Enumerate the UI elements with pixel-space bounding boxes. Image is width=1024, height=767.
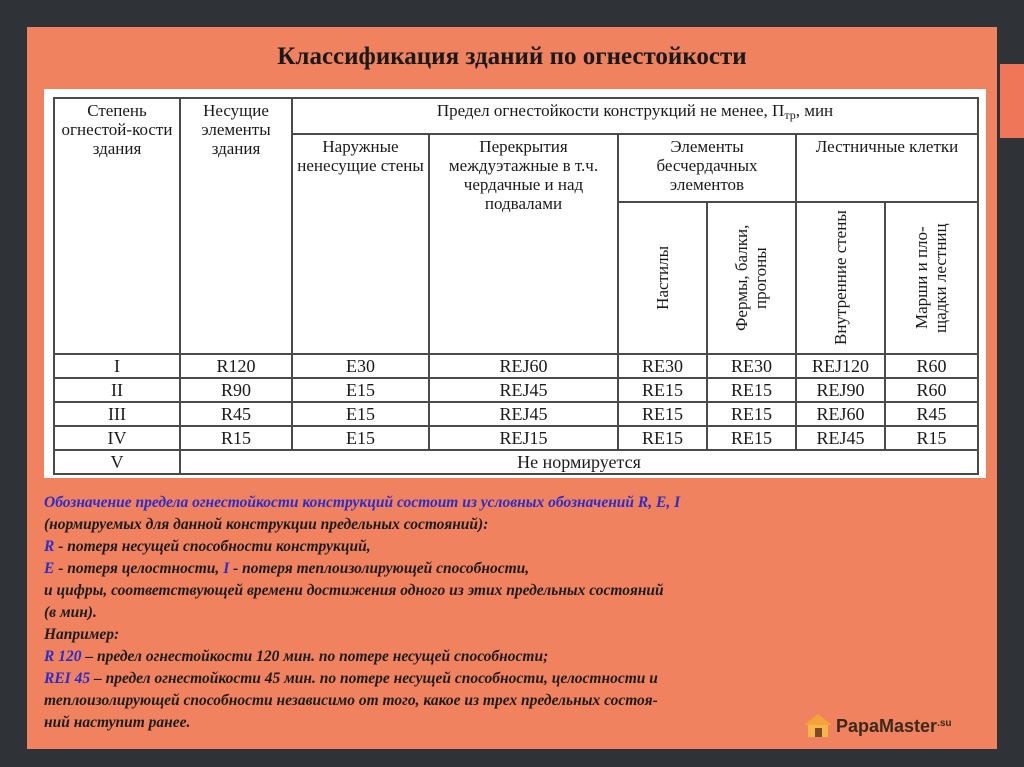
data-cell: R15 [885,426,978,450]
header-flights: Марши и пло-щадки лестниц [885,202,978,354]
data-cell: REJ90 [796,378,885,402]
note-line: R 120 – предел огнестойкости 120 мин. по потере несущей способности; [44,648,549,665]
table-container [44,89,986,478]
note-line: E - потеря целостности, I - потеря теплоизолирующей способности, [44,560,530,577]
data-cell: R60 [885,378,978,402]
note-line: Например: [44,626,120,643]
header-degree: Степень огнестой-кости здания [54,98,180,354]
degree-cell: III [54,402,180,426]
house-icon [802,712,834,738]
note-line: теплоизолирующей способности независимо от того, какое из трех предельных состоя- [44,692,658,709]
data-cell: R90 [180,378,292,402]
data-cell: RE15 [707,378,796,402]
data-cell: REJ60 [796,402,885,426]
table-row [54,426,978,450]
data-cell: REJ45 [796,426,885,450]
data-cell: REJ45 [429,378,618,402]
table-row [54,354,978,378]
header-stairs: Лестничные клетки [796,134,978,202]
accent-bar [1000,64,1024,138]
header-floors: Перекрытия междуэтажные в т.ч. чердачные и над подвалами [429,134,618,354]
data-cell: E30 [292,354,429,378]
degree-cell: II [54,378,180,402]
note-line: (нормируемых для данной конструкции предельных состояний): [44,516,489,533]
header-row-1 [54,98,978,134]
papamaster-logo: PapaMaster$^{.su}$ [802,710,1002,742]
data-cell: E15 [292,378,429,402]
note-line: R - потеря несущей способности конструкций, [44,538,371,555]
notes-text [44,492,974,734]
data-cell: REJ60 [429,354,618,378]
note-line: (в мин). [44,604,97,621]
degree-cell: IV [54,426,180,450]
data-cell: REJ45 [429,402,618,426]
data-cell: R60 [885,354,978,378]
fire-resistance-table [53,97,979,475]
data-cell: RE15 [618,378,707,402]
slide-title: Классификация зданий по огнестойкости [277,43,747,70]
header-inner-walls: Внутренние стены [796,202,885,354]
data-cell: R45 [885,402,978,426]
data-cell: RE15 [707,402,796,426]
data-cell: RE15 [618,426,707,450]
not-normalized-cell: Не нормируется [180,450,978,474]
data-cell: RE15 [618,402,707,426]
header-limit: Предел огнестойкости конструкций не менее, $П_{тр}$, мин [292,98,978,134]
data-cell: E15 [292,426,429,450]
header-bearing: Несущие элементы здания [180,98,292,354]
degree-cell: V [54,450,180,474]
header-attic: Элементы бесчердачных элементов [618,134,796,202]
table-row [54,378,978,402]
data-cell: REJ120 [796,354,885,378]
note-line: Обозначение предела огнестойкости конструкций состоит из условных обозначений R, E, I [44,494,681,511]
data-cell: E15 [292,402,429,426]
data-cell: R120 [180,354,292,378]
data-cell: RE15 [707,426,796,450]
degree-cell: I [54,354,180,378]
header-outer-walls: Наружные ненесущие стены [292,134,429,354]
header-trusses: Фермы, балки, прогоны [707,202,796,354]
note-line: и цифры, соответствующей времени достижения одного из этих предельных состояний [44,582,664,599]
header-decks: Настилы [618,202,707,354]
data-cell: R15 [180,426,292,450]
slide [27,27,997,749]
note-line: ний наступит ранее. [44,714,191,731]
table-row [54,450,978,474]
data-cell: R45 [180,402,292,426]
note-line: REI 45 – предел огнестойкости 45 мин. по потере несущей способности, целостности и [44,670,658,687]
data-cell: RE30 [618,354,707,378]
table-row [54,402,978,426]
data-cell: RE30 [707,354,796,378]
data-cell: REJ15 [429,426,618,450]
